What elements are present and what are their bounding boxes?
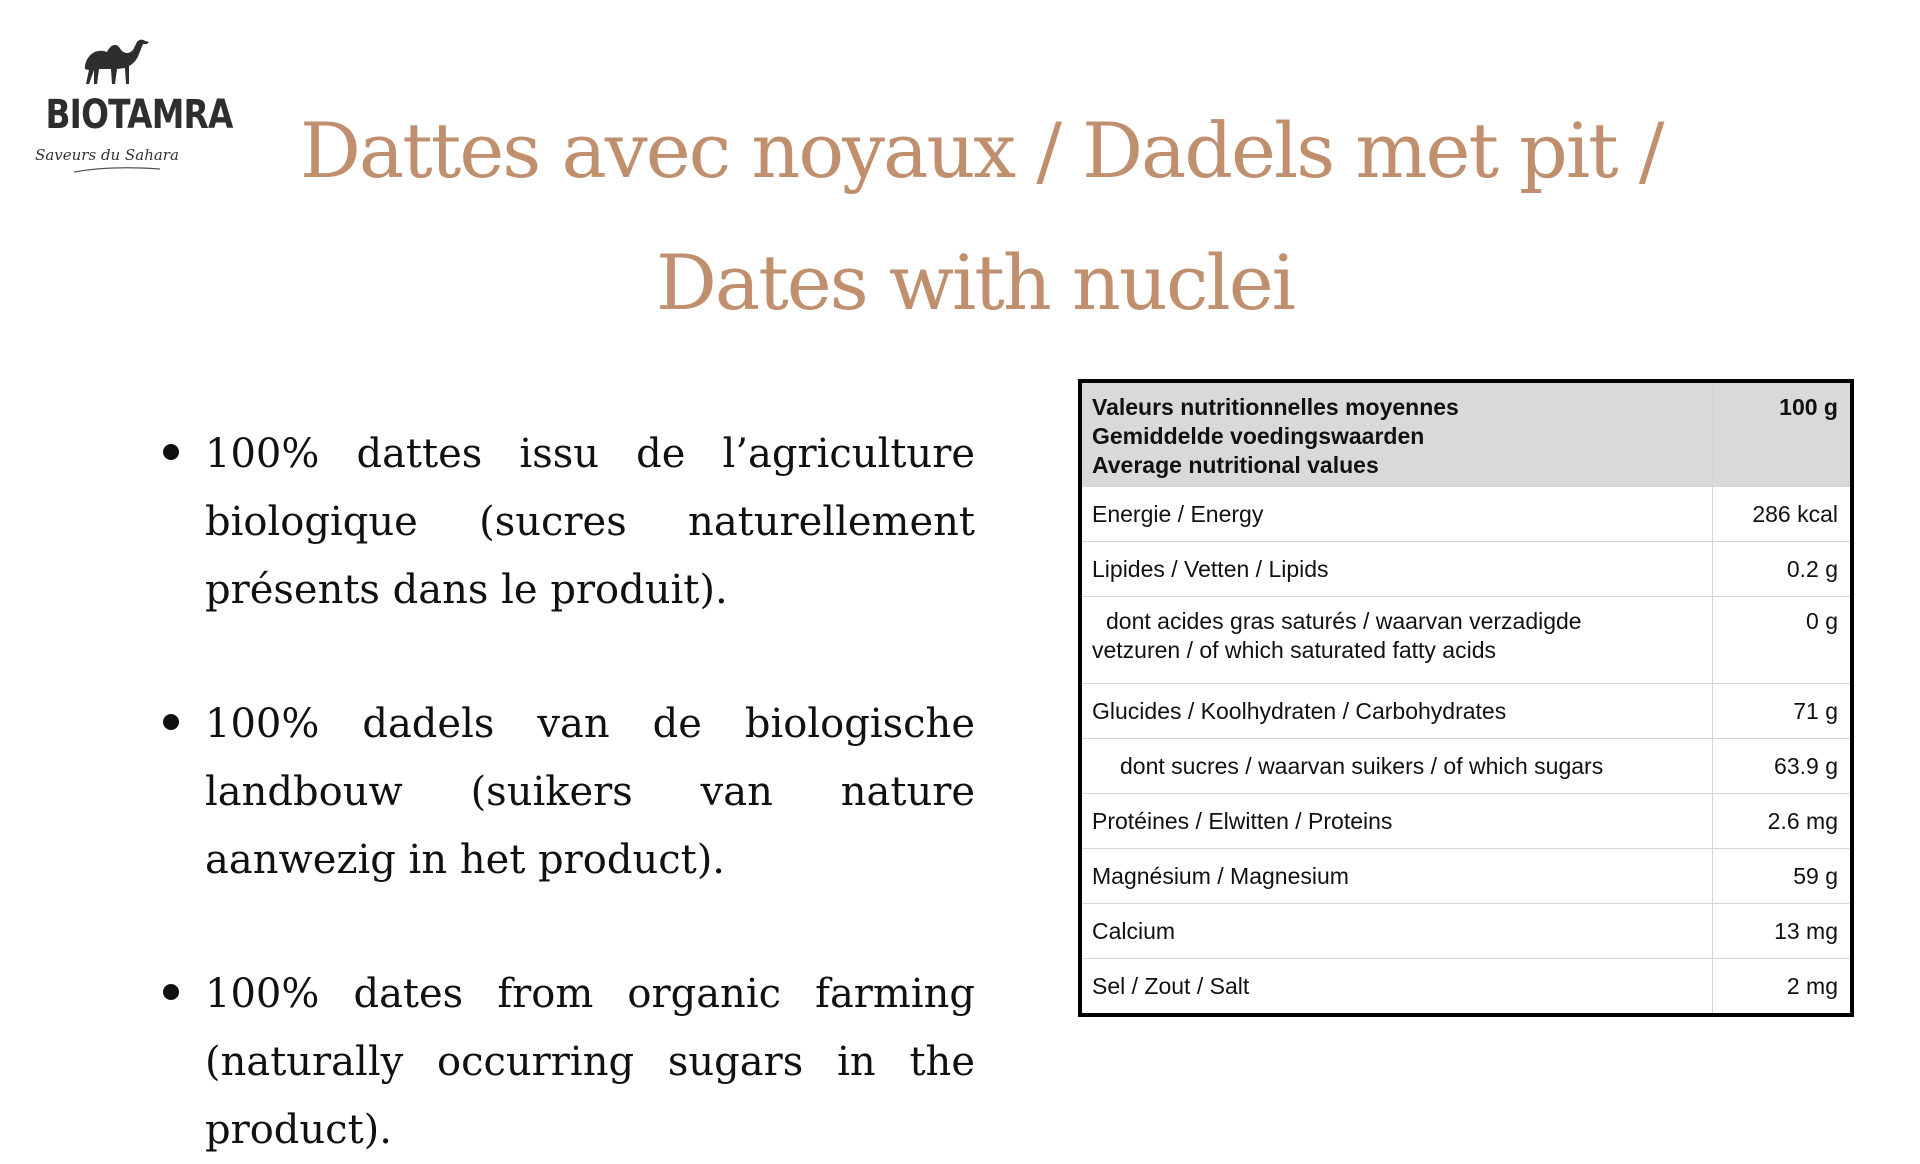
header-label-en: Average nutritional values xyxy=(1092,452,1379,478)
bullet-icon xyxy=(163,444,179,460)
bullet-icon xyxy=(163,984,179,1000)
sugars-label: dont sucres / waarvan suikers / of which sugars xyxy=(1120,752,1604,779)
bullet-text-nl: 100% dadels van de biologische landbouw (suikers van nature aanwezig in het product). xyxy=(205,701,975,883)
row-value-lipids: 0.2 g xyxy=(1713,542,1853,597)
brand-name: BIOTAMRA xyxy=(45,92,233,138)
brand-tagline: Saveurs du Sahara xyxy=(35,146,179,164)
row-label-calcium: Calcium xyxy=(1080,904,1713,959)
bullet-text-fr: 100% dattes issu de l’agriculture biologique (sucres naturellement présents dans le produit). xyxy=(205,431,975,613)
table-row xyxy=(1080,959,1852,1016)
row-value-sugars: 63.9 g xyxy=(1713,739,1853,794)
table-row xyxy=(1080,739,1852,794)
list-item xyxy=(155,960,975,1164)
row-label-magnesium: Magnésium / Magnesium xyxy=(1080,849,1713,904)
bullet-text-en: 100% dates from organic farming (naturally occurring sugars in the product). xyxy=(205,971,975,1153)
brand-logo xyxy=(32,36,233,176)
description-list xyxy=(155,420,975,1164)
table-row xyxy=(1080,542,1852,597)
camel-icon xyxy=(77,36,152,86)
row-value-saturated: 0 g xyxy=(1713,597,1853,684)
table-row xyxy=(1080,487,1852,542)
list-item xyxy=(155,690,975,894)
table-row xyxy=(1080,904,1852,959)
row-value-carbohydrates: 71 g xyxy=(1713,684,1853,739)
row-label-lipids: Lipides / Vetten / Lipids xyxy=(1080,542,1713,597)
page-title xyxy=(300,85,1663,349)
row-label-carbohydrates: Glucides / Koolhydraten / Carbohydrates xyxy=(1080,684,1713,739)
bullet-icon xyxy=(163,714,179,730)
row-value-proteins: 2.6 mg xyxy=(1713,794,1853,849)
nutrition-table xyxy=(1078,379,1854,1017)
row-label-saturated xyxy=(1080,597,1713,684)
row-label-sugars xyxy=(1080,739,1713,794)
list-item xyxy=(155,420,975,624)
row-value-calcium: 13 mg xyxy=(1713,904,1853,959)
row-label-proteins: Protéines / Elwitten / Proteins xyxy=(1080,794,1713,849)
table-row xyxy=(1080,597,1852,684)
row-label-energy: Energie / Energy xyxy=(1080,487,1713,542)
row-value-salt: 2 mg xyxy=(1713,959,1853,1016)
table-row xyxy=(1080,794,1852,849)
header-value: 100 g xyxy=(1713,381,1853,487)
title-line-2: Dates with nuclei xyxy=(656,238,1294,327)
header-label-nl: Gemiddelde voedingswaarden xyxy=(1092,423,1425,449)
table-header-label xyxy=(1080,381,1713,487)
table-row xyxy=(1080,684,1852,739)
title-line-1: Dattes avec noyaux / Dadels met pit / xyxy=(300,106,1663,195)
saturated-label-part2: vetzuren / of which saturated fatty acids xyxy=(1092,637,1496,663)
table-header-row xyxy=(1080,381,1852,487)
tagline-swash xyxy=(72,166,162,174)
table-row xyxy=(1080,849,1852,904)
row-value-energy: 286 kcal xyxy=(1713,487,1853,542)
header-label-fr: Valeurs nutritionnelles moyennes xyxy=(1092,394,1459,420)
row-label-salt: Sel / Zout / Salt xyxy=(1092,972,1250,999)
saturated-label-part1: dont acides gras saturés / waarvan verzadigde xyxy=(1106,608,1582,634)
row-value-magnesium: 59 g xyxy=(1713,849,1853,904)
